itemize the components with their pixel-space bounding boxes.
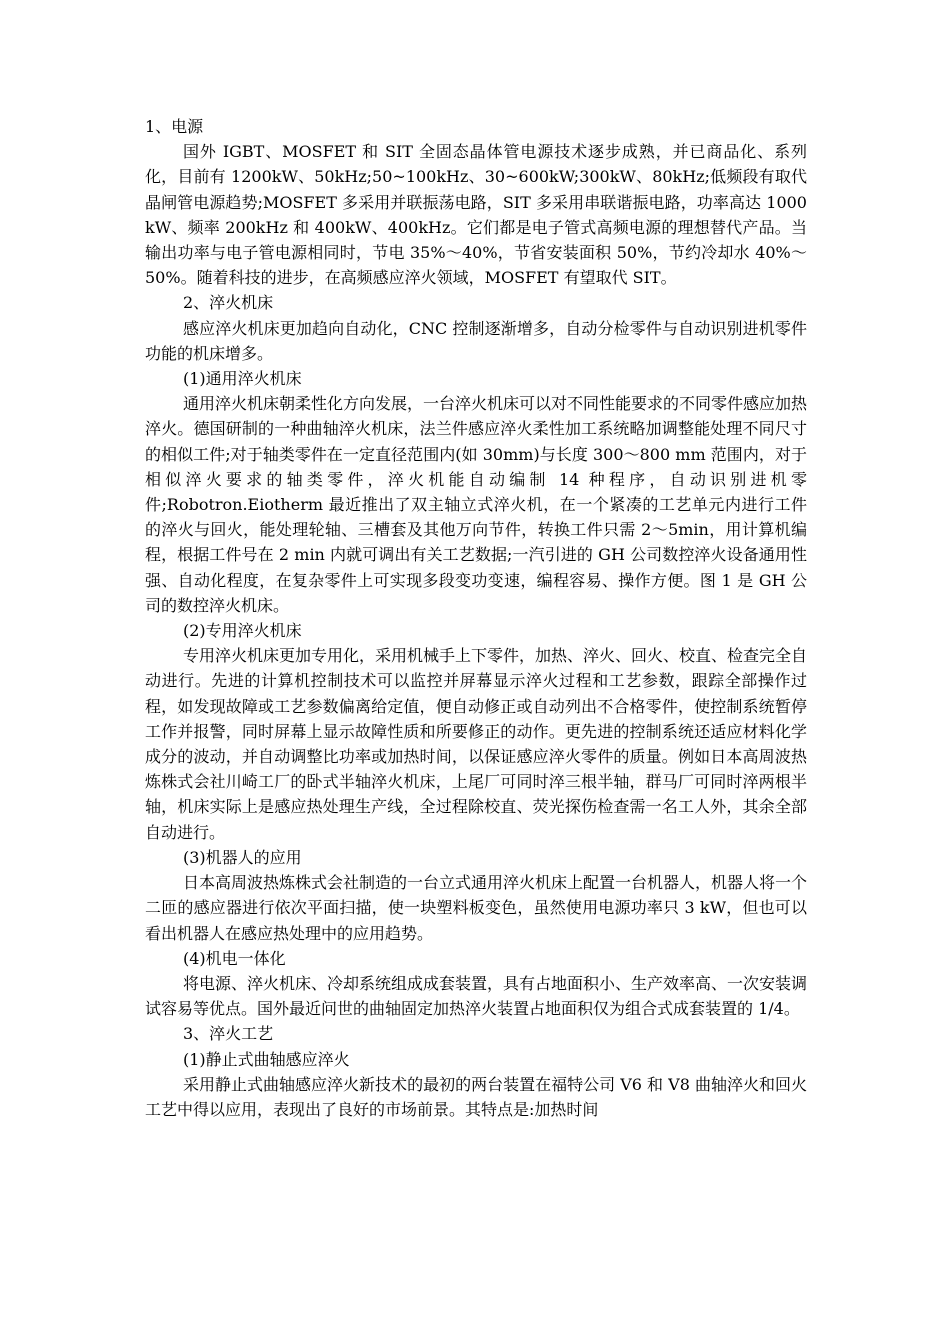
paragraph-general-quenching-machine: 通用淬火机床朝柔性化方向发展，一台淬火机床可以对不同性能要求的不同零件感应加热淬火。德国研制的一种曲轴淬火机床，法兰件感应淬火柔性加工系统略加调整能处理不同尺寸的相似工件;对于轴类零件在一定直径范围内(如 30mm)与长度 300～800 mm 范围内，对于相似淬火要求的轴类零件，淬火机能自动编制 14 种程序，自动识别进机零件;Robotron.Eiotherm 最近推出了双主轴立式淬火机，在一个紧凑的工艺单元内进行工件的淬火与回火，能处理轮轴、三槽套及其他万向节件，转换工件只需 2～5min，用计算机编程，根据工件号在 2 min 内就可调出有关工艺数据;一汽引进的 GH 公司数控淬火设备通用性强、自动化程度，在复杂零件上可实现多段变功变速，编程容易、操作方便。图 1 是 GH 公司的数控淬火机床。 [145, 394, 808, 615]
paragraph-special-quenching-machine: 专用淬火机床更加专用化，采用机械手上下零件，加热、淬火、回火、校直、检查完全自动进行。先进的计算机控制技术可以监控并屏幕显示淬火过程和工艺参数，跟踪全部操作过程，如发现故障或工艺参数偏离给定值，便自动修正或自动列出不合格零件，使控制系统暂停工作并报警，同时屏幕上显示故障性质和所要修正的动作。更先进的控制系统还适应材料化学成分的波动，并自动调整比功率或加热时间，以保证感应淬火零件的质量。例如日本高周波热炼株式会社川崎工厂的卧式半轴淬火机床，上尾厂可同时淬三根半轴，群马厂可同时淬两根半轴，机床实际上是感应热处理生产线，全过程除校直、荧光探伤检查需一名工人外，其余全部自动进行。 [145, 646, 808, 842]
subheading-mechatronics: (4)机电一体化 [183, 948, 286, 968]
subheading-robot-application: (3)机器人的应用 [183, 847, 302, 867]
document-body [145, 114, 807, 1122]
section-heading-quenching-machine: 2、淬火机床 [183, 293, 274, 313]
subheading-general-quenching-machine: (1)通用淬火机床 [183, 369, 302, 389]
section-heading-quenching-process: 3、淬火工艺 [183, 1024, 274, 1044]
paragraph-static-crankshaft-quenching: 采用静止式曲轴感应淬火新技术的最初的两台装置在福特公司 V6 和 V8 曲轴淬火和回火工艺中得以应用，表现出了良好的市场前景。其特点是:加热时间 [145, 1074, 807, 1119]
subheading-static-crankshaft-quenching: (1)静止式曲轴感应淬火 [183, 1049, 350, 1069]
paragraph-quenching-machine-intro: 感应淬火机床更加趋向自动化，CNC 控制逐渐增多，自动分检零件与自动识别进机零件功能的机床增多。 [145, 318, 807, 363]
subheading-special-quenching-machine: (2)专用淬火机床 [183, 621, 302, 641]
paragraph-mechatronics: 将电源、淬火机床、冷却系统组成成套装置，具有占地面积小、生产效率高、一次安装调试容易等优点。国外最近问世的曲轴固定加热淬火装置占地面积仅为组合式成套装置的 1/4。 [145, 973, 808, 1019]
paragraph-robot-application: 日本高周波热炼株式会社制造的一台立式通用淬火机床上配置一台机器人，机器人将一个二匝的感应器进行依次平面扫描，使一块塑料板变色，虽然使用电源功率只 3 kW，但也可以看出机器人在感应热处理中的应用趋势。 [145, 873, 808, 943]
paragraph-power-supply: 国外 IGBT、MOSFET 和 SIT 全固态晶体管电源技术逐步成熟，并已商品化、系列化，目前有 1200kW、50kHz;50~100kHz、30~600kW;300kW、80kHz;低频段有取代晶闸管电源趋势;MOSFET 多采用并联振荡电路，SIT 多采用串联谐振电路，功率高达 1000 kW、频率 200kHz 和 400kW、400kHz。它们都是电子管式高频电源的理想替代产品。当输出功率与电子管电源相同时，节电 35%～40%，节省安装面积 50%，节约冷却水 40%～50%。随着科技的进步，在高频感应淬火领域，MOSFET 有望取代 SIT。 [145, 142, 807, 288]
section-heading-power-supply: 1、电源 [145, 117, 204, 136]
